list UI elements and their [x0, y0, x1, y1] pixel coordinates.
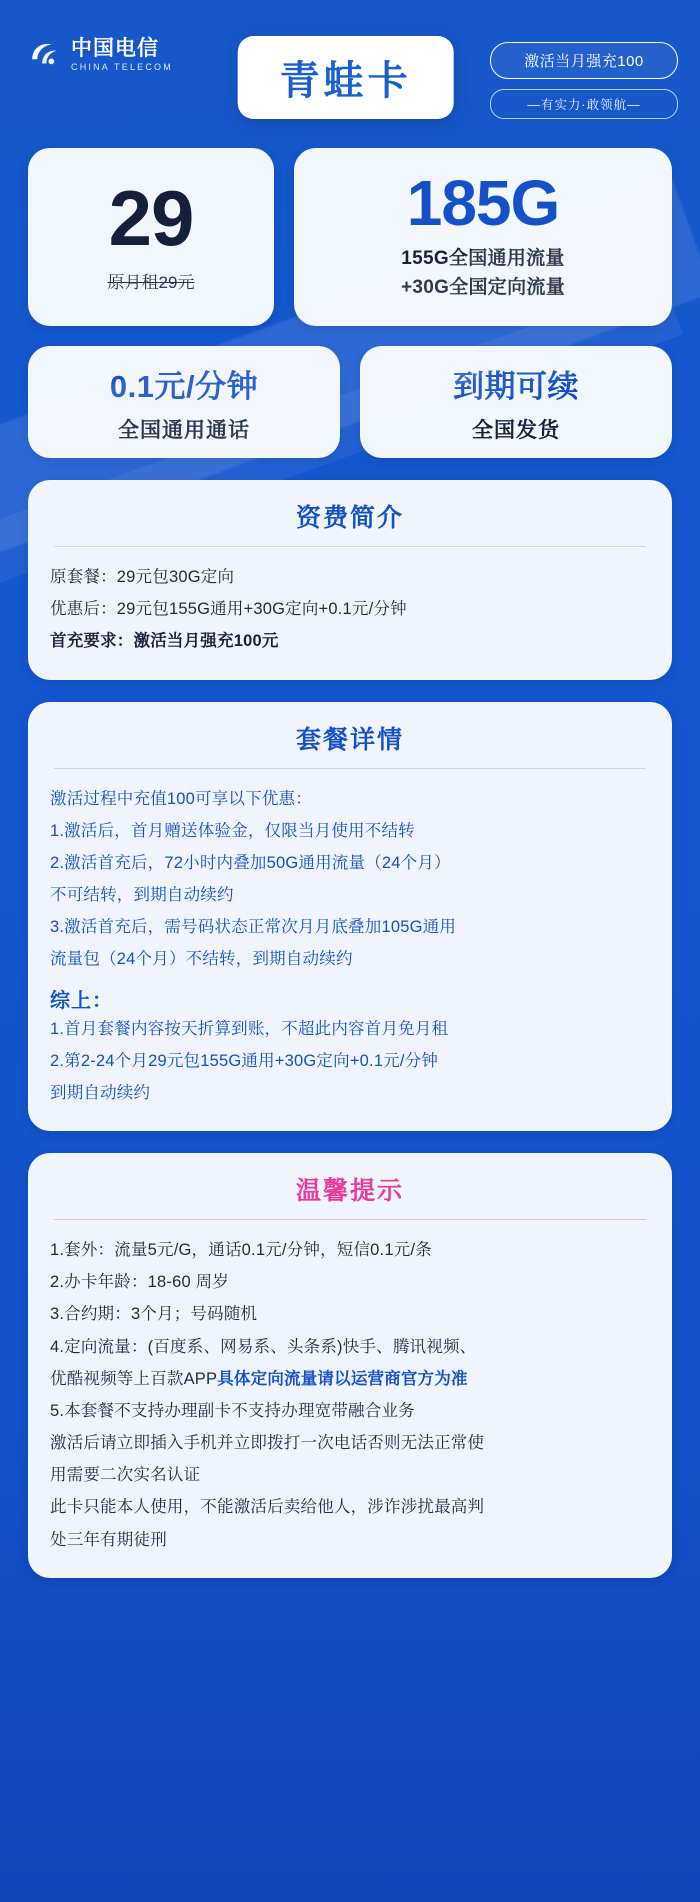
plan-detail-line-5: 流量包（24个月）不结转，到期自动续约 [50, 950, 353, 969]
notice-line-7: 此卡只能本人使用，不能激活后卖给他人，涉诈涉扰最高判 [50, 1498, 485, 1517]
brand-block [28, 38, 173, 72]
china-telecom-logo-icon [28, 38, 62, 72]
plan-summary-heading: 综上： [50, 989, 113, 1012]
feature-card-renewal [360, 346, 672, 458]
brand-name-en: CHINA TELECOM [71, 62, 173, 73]
plan-detail-line-0: 激活过程中充值100可享以下优惠： [50, 789, 312, 808]
notice-line-3-part1: 优酷视频等上百款APP [50, 1369, 218, 1388]
notice-line-2: 3.合约期：3个月；号码随机 [50, 1305, 258, 1324]
data-allowance-card [294, 148, 672, 326]
notice-title: 温馨提示 [295, 1177, 404, 1206]
notice-line-6: 用需要二次实名认证 [50, 1466, 201, 1485]
fee-intro-panel [28, 480, 672, 680]
notice-line-4: 5.本套餐不支持办理副卡不支持办理宽带融合业务 [50, 1401, 415, 1420]
notice-line-5: 激活后请立即插入手机并立即拨打一次电话否则无法正常使 [50, 1434, 485, 1453]
plan-detail-line-1: 1.激活后，首月赠送体验金，仅限当月使用不结转 [50, 821, 415, 840]
plan-detail-line-3: 不可结转，到期自动续约 [50, 886, 234, 905]
product-title-pill [238, 36, 454, 119]
plan-detail-line-4: 3.激活首充后，需号码状态正常次月月底叠加105G通用 [50, 918, 457, 937]
plan-detail-title: 套餐详情 [295, 725, 404, 754]
plan-summary-line-1: 2.第2-24个月29元包155G通用+30G定向+0.1元/分钟 [50, 1051, 439, 1070]
plan-detail-line-2: 2.激活首充后，72小时内叠加50G通用流量（24个月） [50, 853, 451, 872]
notice-line-8: 处三年有期徒刑 [50, 1530, 167, 1549]
slogan-badge: —有实力·敢领航— [490, 89, 678, 119]
notice-line-3-continued [50, 1363, 650, 1395]
brand-name-cn: 中国电信 [71, 37, 159, 60]
fee-intro-line-0: 原套餐：29元包30G定向 [50, 568, 235, 586]
feature-sub-0: 全国通用通话 [118, 418, 250, 442]
monthly-fee-value: 29 [108, 174, 194, 263]
recharge-badge: 激活当月强充100 [490, 42, 678, 79]
poster-header [14, 14, 686, 130]
plan-detail-panel [28, 702, 672, 1132]
notice-line-1: 2.办卡年龄：18-60 周岁 [50, 1273, 230, 1292]
fee-intro-line-1: 优惠后：29元包155G通用+30G定向+0.1元/分钟 [50, 600, 407, 619]
plan-detail-divider [54, 768, 646, 769]
feature-row [14, 346, 686, 458]
price-row [14, 148, 686, 326]
data-total-value: 185G [406, 167, 560, 239]
notice-line-3: 4.定向流量：(百度系、网易系、头条系)快手、腾讯视频、 [50, 1337, 477, 1356]
plan-summary-line-2: 到期自动续约 [50, 1083, 151, 1102]
data-directional-line: +30G全国定向流量 [400, 277, 565, 298]
feature-card-call-rate [28, 346, 340, 458]
original-fee-note: 原月租29元 [107, 272, 195, 292]
product-title: 青蛙卡 [279, 59, 412, 103]
fee-intro-divider [54, 546, 646, 547]
notice-divider [54, 1219, 646, 1220]
plan-summary-line-0: 1.首月套餐内容按天折算到账，不超此内容首月免月租 [50, 1019, 449, 1038]
feature-sub-1: 全国发货 [472, 418, 560, 442]
feature-main-1: 到期可续 [453, 368, 579, 404]
monthly-fee-card [28, 148, 274, 326]
fee-intro-title: 资费简介 [295, 504, 404, 532]
notice-panel [28, 1153, 672, 1578]
header-badges [490, 42, 678, 119]
fee-intro-first-recharge: 首充要求：激活当月强充100元 [50, 632, 279, 651]
feature-main-0: 0.1元/分钟 [109, 368, 259, 404]
notice-line-0: 1.套外：流量5元/G，通话0.1元/分钟，短信0.1元/条 [50, 1241, 432, 1260]
notice-line-3-emphasis: 具体定向流量请以运营商官方为准 [217, 1369, 468, 1388]
data-general-line: 155G全国通用流量 [401, 248, 565, 269]
